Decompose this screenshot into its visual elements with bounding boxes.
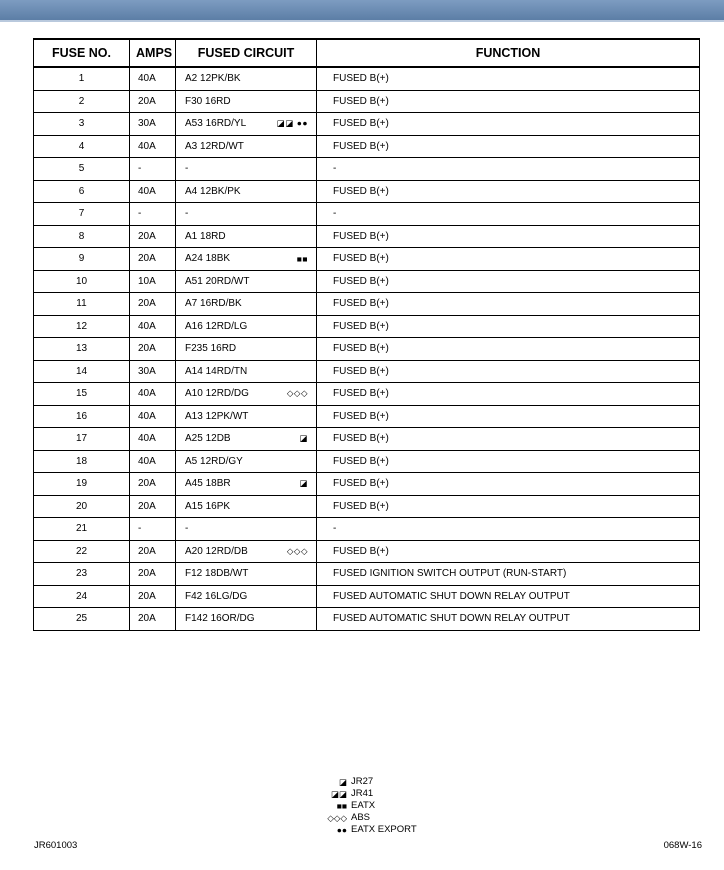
fuse-function: FUSED IGNITION SWITCH OUTPUT (RUN-START) [317, 563, 700, 586]
fuse-number: 23 [34, 563, 130, 586]
table-header-row [34, 39, 700, 67]
fused-circuit: A2 12PK/BK [185, 73, 241, 85]
fuse-amps: 10A [130, 270, 176, 293]
fused-circuit: F235 16RD [185, 343, 237, 355]
fuse-function: FUSED B(+) [317, 180, 700, 203]
legend-label: JR27 [351, 776, 374, 787]
table-row [34, 113, 700, 136]
fused-circuit: - [185, 523, 189, 535]
fused-circuit: A45 18BR [185, 478, 231, 490]
fuse-number: 6 [34, 180, 130, 203]
fused-circuit: F142 16OR/DG [185, 613, 255, 625]
table-row [34, 67, 700, 90]
drawing-code-left: JR601003 [34, 840, 78, 851]
fuse-number: 25 [34, 608, 130, 631]
legend [307, 776, 417, 836]
header-fused-circuit: FUSED CIRCUIT [176, 39, 317, 67]
fuse-amps: 40A [130, 180, 176, 203]
fused-circuit: A13 12PK/WT [185, 410, 249, 422]
table-row [34, 540, 700, 563]
fused-circuit-cell [176, 270, 317, 293]
table-row [34, 203, 700, 226]
fused-circuit: - [185, 163, 189, 175]
fused-circuit: A7 16RD/BK [185, 298, 242, 310]
fuse-amps: 40A [130, 315, 176, 338]
fused-circuit: A53 16RD/YL [185, 118, 247, 130]
fuse-amps: 20A [130, 90, 176, 113]
fused-circuit: A4 12BK/PK [185, 185, 241, 197]
legend-label: EATX EXPORT [351, 824, 417, 835]
fuse-amps: - [130, 203, 176, 226]
fused-circuit: A16 12RD/LG [185, 320, 248, 332]
fused-circuit-cell [176, 360, 317, 383]
fused-circuit-cell [176, 540, 317, 563]
fuse-function: FUSED B(+) [317, 405, 700, 428]
fuse-number: 5 [34, 158, 130, 181]
fuse-number: 10 [34, 270, 130, 293]
fuse-number: 19 [34, 473, 130, 496]
fused-circuit-cell [176, 585, 317, 608]
fuse-number: 13 [34, 338, 130, 361]
legend-symbol-icon: ■■ [336, 801, 347, 811]
header-amps: AMPS [130, 39, 176, 67]
fuse-number: 20 [34, 495, 130, 518]
fused-circuit-cell [176, 428, 317, 451]
fused-circuit-cell [176, 180, 317, 203]
fuse-amps: 40A [130, 428, 176, 451]
fuse-function: FUSED B(+) [317, 293, 700, 316]
fused-circuit: F30 16RD [185, 95, 231, 107]
drawing-code-right: 068W-16 [663, 840, 702, 851]
variant-marker: ◪◪ ●● [276, 118, 308, 129]
variant-marker: ◪ [299, 433, 308, 444]
fuse-number: 14 [34, 360, 130, 383]
table-row [34, 315, 700, 338]
fuse-function: FUSED B(+) [317, 360, 700, 383]
fuse-number: 7 [34, 203, 130, 226]
fuse-number: 3 [34, 113, 130, 136]
fuse-number: 8 [34, 225, 130, 248]
fuse-number: 12 [34, 315, 130, 338]
fuse-amps: 40A [130, 383, 176, 406]
fused-circuit-cell [176, 518, 317, 541]
header-band-divider [0, 20, 724, 22]
legend-item [307, 824, 417, 836]
fused-circuit-cell [176, 90, 317, 113]
fused-circuit-cell [176, 608, 317, 631]
fuse-amps: 20A [130, 608, 176, 631]
fuse-number: 11 [34, 293, 130, 316]
fuse-function: - [317, 203, 700, 226]
fuse-function: - [317, 518, 700, 541]
fuse-number: 1 [34, 67, 130, 90]
fused-circuit: - [185, 208, 189, 220]
fused-circuit: A5 12RD/GY [185, 455, 243, 467]
fuse-number: 24 [34, 585, 130, 608]
table-row [34, 225, 700, 248]
fused-circuit-cell [176, 450, 317, 473]
fuse-function: FUSED B(+) [317, 90, 700, 113]
fuse-function: FUSED B(+) [317, 383, 700, 406]
fused-circuit-cell [176, 135, 317, 158]
fuse-amps: 20A [130, 495, 176, 518]
fuse-amps: 30A [130, 360, 176, 383]
table-row [34, 338, 700, 361]
fuse-function: FUSED B(+) [317, 270, 700, 293]
fused-circuit-cell [176, 113, 317, 136]
table-row [34, 293, 700, 316]
fused-circuit-cell [176, 248, 317, 271]
fuse-amps: 40A [130, 405, 176, 428]
fuse-function: FUSED B(+) [317, 338, 700, 361]
table-row [34, 158, 700, 181]
fuse-number: 4 [34, 135, 130, 158]
fuse-table [33, 38, 700, 631]
variant-marker: ◪ [299, 478, 308, 489]
fused-circuit-cell [176, 563, 317, 586]
fused-circuit-cell [176, 315, 317, 338]
legend-label: JR41 [351, 788, 374, 799]
table-row [34, 518, 700, 541]
legend-label: ABS [351, 812, 371, 823]
table-row [34, 608, 700, 631]
fuse-amps: 30A [130, 113, 176, 136]
fuse-number: 18 [34, 450, 130, 473]
fuse-function: FUSED B(+) [317, 428, 700, 451]
fuse-amps: 20A [130, 473, 176, 496]
fuse-number: 2 [34, 90, 130, 113]
legend-item [307, 776, 417, 788]
fuse-function: FUSED B(+) [317, 495, 700, 518]
fused-circuit-cell [176, 225, 317, 248]
fused-circuit: A51 20RD/WT [185, 275, 250, 287]
fuse-function: FUSED B(+) [317, 135, 700, 158]
fused-circuit: A14 14RD/TN [185, 365, 248, 377]
table-row [34, 585, 700, 608]
fused-circuit: F42 16LG/DG [185, 590, 248, 602]
fuse-number: 15 [34, 383, 130, 406]
fuse-function: FUSED AUTOMATIC SHUT DOWN RELAY OUTPUT [317, 585, 700, 608]
fuse-function: FUSED AUTOMATIC SHUT DOWN RELAY OUTPUT [317, 608, 700, 631]
fuse-function: FUSED B(+) [317, 540, 700, 563]
fused-circuit: A15 16PK [185, 500, 231, 512]
table-row [34, 360, 700, 383]
legend-item [307, 800, 417, 812]
fuse-amps: 20A [130, 338, 176, 361]
fuse-amps: 40A [130, 135, 176, 158]
legend-item [307, 788, 417, 800]
header-function: FUNCTION [317, 39, 700, 67]
fuse-function: FUSED B(+) [317, 225, 700, 248]
table-row [34, 270, 700, 293]
fuse-function: FUSED B(+) [317, 450, 700, 473]
fuse-function: - [317, 158, 700, 181]
fused-circuit: A24 18BK [185, 253, 231, 265]
fused-circuit-cell [176, 495, 317, 518]
fused-circuit: A10 12RD/DG [185, 388, 249, 400]
fuse-function: FUSED B(+) [317, 113, 700, 136]
fuse-amps: 20A [130, 540, 176, 563]
fuse-function: FUSED B(+) [317, 248, 700, 271]
fused-circuit-cell [176, 203, 317, 226]
fused-circuit: A3 12RD/WT [185, 140, 244, 152]
header-fuse-no: FUSE NO. [34, 39, 130, 67]
fuse-amps: - [130, 518, 176, 541]
fused-circuit-cell [176, 338, 317, 361]
table-row [34, 180, 700, 203]
legend-item [307, 812, 417, 824]
fuse-function: FUSED B(+) [317, 67, 700, 90]
header-band [0, 0, 724, 20]
fuse-amps: 40A [130, 450, 176, 473]
fuse-amps: 20A [130, 293, 176, 316]
table-row [34, 383, 700, 406]
fuse-number: 16 [34, 405, 130, 428]
fuse-amps: 20A [130, 585, 176, 608]
fuse-amps: 20A [130, 248, 176, 271]
legend-symbol-icon: ●● [336, 825, 347, 835]
fused-circuit: A25 12DB [185, 433, 231, 445]
fused-circuit: A1 18RD [185, 230, 226, 242]
table-row [34, 135, 700, 158]
variant-marker: ◇◇◇ [286, 545, 308, 556]
fuse-number: 21 [34, 518, 130, 541]
fuse-amps: - [130, 158, 176, 181]
variant-marker: ◇◇◇ [286, 388, 308, 399]
fused-circuit-cell [176, 293, 317, 316]
table-row [34, 495, 700, 518]
fused-circuit-cell [176, 405, 317, 428]
table-row [34, 248, 700, 271]
fuse-number: 9 [34, 248, 130, 271]
fused-circuit-cell [176, 158, 317, 181]
table-row [34, 90, 700, 113]
table-row [34, 563, 700, 586]
fuse-amps: 20A [130, 563, 176, 586]
table-row [34, 473, 700, 496]
fused-circuit: F12 18DB/WT [185, 568, 249, 580]
fuse-number: 22 [34, 540, 130, 563]
table-row [34, 450, 700, 473]
fused-circuit-cell [176, 67, 317, 90]
fuse-amps: 40A [130, 67, 176, 90]
fuse-number: 17 [34, 428, 130, 451]
fused-circuit-cell [176, 473, 317, 496]
legend-label: EATX [351, 800, 376, 811]
fused-circuit: A20 12RD/DB [185, 545, 248, 557]
table-row [34, 428, 700, 451]
legend-symbol-icon: ◪ [338, 777, 347, 787]
fuse-function: FUSED B(+) [317, 315, 700, 338]
fuse-amps: 20A [130, 225, 176, 248]
fuse-function: FUSED B(+) [317, 473, 700, 496]
variant-marker: ■■ [296, 253, 308, 264]
legend-symbol-icon: ◇◇◇ [327, 813, 347, 823]
fused-circuit-cell [176, 383, 317, 406]
table-row [34, 405, 700, 428]
legend-symbol-icon: ◪◪ [330, 789, 347, 799]
